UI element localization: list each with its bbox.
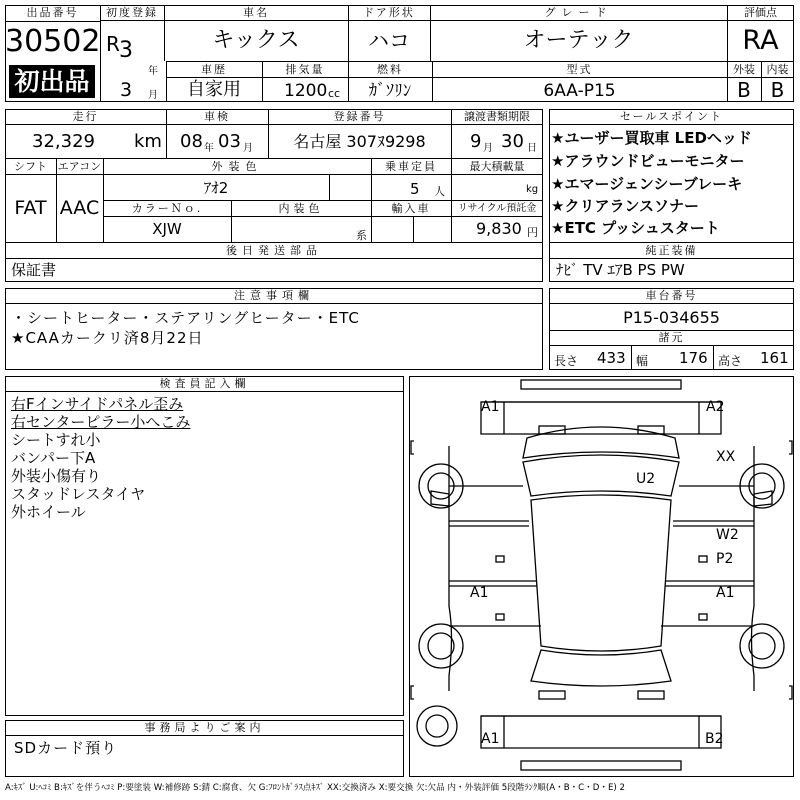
inspection-year: 08 [180, 131, 203, 152]
exterior-grade: B [737, 78, 751, 102]
load-label: 最大積載量 [469, 160, 525, 173]
inspector-line: 外装小傷有り [11, 467, 102, 485]
aircon-value: AAC [59, 197, 100, 219]
sales-points-label: セールスポイント [619, 110, 723, 123]
postship-value: 保証書 [11, 261, 57, 279]
color-no-label: カラーＮｏ. [131, 202, 203, 215]
car-name: キックス [212, 28, 300, 53]
color-no-value: XJW [152, 220, 182, 238]
listing-no: 30502 [5, 24, 100, 59]
listing-no-label: 出品番号 [26, 6, 79, 19]
notes-label: 注意事項欄 [234, 289, 314, 302]
damage-mark: B2 [705, 731, 724, 747]
inspection-label: 車検 [204, 110, 230, 123]
mileage-value: 32,329 [32, 131, 95, 152]
door-label: ドア形状 [363, 6, 415, 19]
shift-label: シフト [14, 160, 47, 173]
damage-mark: A2 [706, 399, 725, 415]
ext-color-label: 外装色 [211, 160, 263, 173]
ext-color-value: ｱｵ2 [203, 179, 229, 197]
month-unit: 月 [148, 90, 158, 101]
recycle-unit: 円 [527, 226, 538, 239]
inspector-label: 検査員記入欄 [159, 377, 250, 390]
recycle-label: リサイクル預託金 [457, 203, 537, 214]
dimensions-label: 諸元 [658, 331, 685, 344]
office-label: 事務局よりご案内 [144, 721, 265, 734]
capacity-value: 5 [410, 180, 420, 198]
history-label: 車歴 [201, 63, 227, 76]
chassis-label: 車台番号 [645, 289, 698, 302]
first-reg-label: 初度登録 [106, 6, 158, 19]
interior-grade: B [770, 78, 785, 102]
width-label: 幅 [636, 354, 649, 368]
score-value: RA [742, 25, 779, 56]
interior-label: 内装 [766, 63, 789, 76]
damage-mark: A1 [481, 399, 500, 415]
inspector-line: 外ホイール [11, 503, 86, 521]
damage-mark: U2 [636, 471, 656, 487]
fuel-label: 燃料 [377, 63, 403, 76]
fuel-value: ｶﾞｿﾘﾝ [368, 81, 412, 101]
inspector-line: スタッドレスタイヤ [11, 485, 146, 503]
damage-mark: W2 [716, 527, 739, 543]
car-outline-diagram [409, 376, 794, 777]
first-listing-badge: 初出品 [9, 65, 95, 98]
import-label: 輸入車 [391, 202, 431, 215]
legend-text: A:ｷｽﾞ U:ﾍｺﾐ B:ｷｽﾞを伴うﾍｺﾐ P:要塗装 W:補修跡 S:錆 C:腐食、欠 G:ﾌﾛﾝﾄｶﾞﾗｽ点ｷｽﾞ XX:交換済み X:要交換 欠:欠品 内・外装評価 5段階ﾗﾝｸ順(A・B・C・D・E) 2 [5, 783, 625, 793]
sales-point: ★ETC プッシュスタート [551, 219, 720, 237]
era-prefix: R [106, 32, 120, 56]
postship-label: 後日発送部品 [226, 244, 322, 257]
displacement-unit: cc [328, 87, 341, 100]
mileage-unit: km [134, 131, 162, 152]
length-value: 433 [597, 349, 626, 367]
history-value: 自家用 [187, 79, 241, 100]
door-type: ハコ [368, 29, 410, 53]
height-label: 高さ [718, 354, 743, 368]
notes-line: ・シートヒーター・ステアリングヒーター・ETC [11, 309, 360, 327]
inspection-month-unit: 月 [243, 143, 253, 154]
car-name-label: 車名 [243, 6, 269, 19]
displacement-value: 1200 [284, 81, 328, 101]
grade-value: オーテック [523, 28, 634, 53]
transfer-day-unit: 日 [527, 143, 537, 154]
damage-mark: A1 [470, 585, 489, 601]
length-label: 長さ [554, 354, 579, 368]
recycle-value: 9,830 [476, 219, 522, 238]
inspector-line: 右Fインサイドパネル歪み [11, 395, 184, 413]
load-unit: kg [526, 184, 539, 195]
reg-year: 3 [119, 38, 133, 63]
sales-point: ★アラウンドビューモニター [551, 152, 745, 170]
inspector-line: 右センターピラー小へこみ [11, 413, 191, 431]
int-color-unit: 系 [356, 229, 367, 242]
year-unit: 年 [148, 66, 158, 77]
equipment-label: 純正装備 [645, 244, 698, 257]
damage-mark: P2 [716, 551, 734, 567]
chassis-value: P15-034655 [623, 308, 720, 327]
height-value: 161 [760, 349, 789, 367]
sales-point: ★クリアランスソナー [551, 197, 699, 215]
transfer-label: 譲渡書類期限 [464, 110, 530, 123]
aircon-label: エアコン [57, 160, 102, 173]
shift-value: FAT [14, 197, 47, 219]
inspector-line: バンパー下A [11, 449, 96, 467]
damage-mark: XX [716, 449, 736, 465]
grade-label: グレード [544, 6, 613, 19]
model-label: 型式 [566, 63, 593, 76]
transfer-day: 30 [501, 131, 524, 152]
plate-value: 名古屋 307ﾇ9298 [293, 132, 426, 151]
plate-label: 登録番号 [333, 110, 386, 123]
exterior-label: 外装 [733, 63, 755, 76]
score-label: 評価点 [744, 6, 777, 19]
damage-mark: A1 [481, 731, 500, 747]
office-text: SDカード預り [14, 739, 118, 757]
sales-point: ★ユーザー買取車 LEDヘッド [551, 129, 752, 147]
transfer-month: 9 [470, 131, 482, 152]
transfer-month-unit: 月 [483, 143, 493, 154]
width-value: 176 [679, 349, 708, 367]
sales-point: ★エマージェンシーブレーキ [551, 175, 743, 193]
reg-month: 3 [120, 79, 133, 101]
inspection-month: 03 [218, 131, 241, 152]
inspector-line: シートすれ小 [11, 431, 101, 449]
mileage-label: 走行 [72, 110, 99, 123]
model-value: 6AA-P15 [543, 81, 616, 101]
int-color-label: 内装色 [278, 202, 324, 215]
inspection-year-unit: 年 [204, 143, 214, 154]
capacity-unit: 人 [434, 185, 445, 198]
capacity-label: 乗車定員 [385, 160, 437, 173]
equipment-value: ﾅﾋﾞ TV ｴｱB PS PW [556, 261, 685, 279]
damage-mark: A1 [716, 585, 735, 601]
notes-line: ★CAAカークリ済8月22日 [11, 329, 204, 347]
displacement-label: 排気量 [285, 63, 325, 76]
